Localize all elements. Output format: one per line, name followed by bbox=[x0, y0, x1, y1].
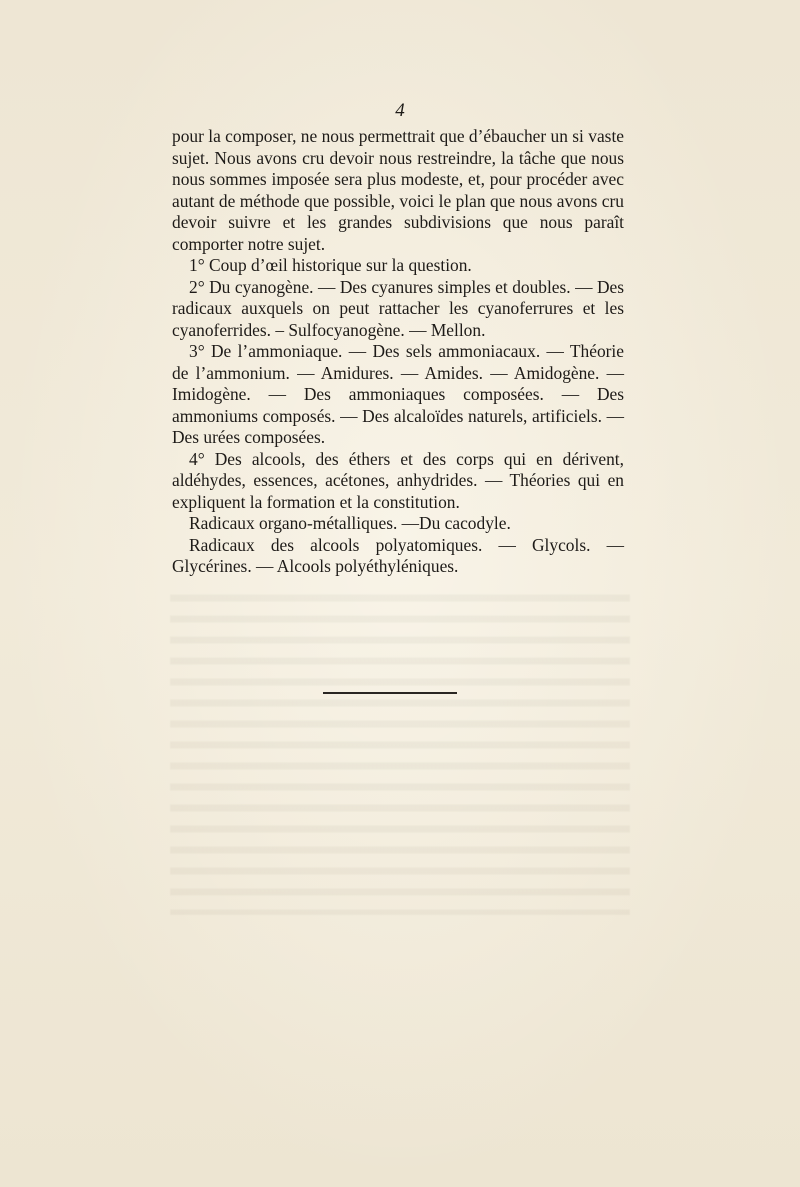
paragraph-outline-2: 2° Du cyanogène. — Des cyanures simples et doubles. — Des radicaux auxquels on peut rattacher les cyanoferrures et les cyanoferrides. – Sulfocyanogène. — Mellon. bbox=[172, 276, 624, 340]
section-divider-rule bbox=[323, 692, 457, 694]
paragraph-intro: pour la composer, ne nous permettrait que d’ébaucher un si vaste sujet. Nous avons cru devoir nous restreindre, la tâche que nous nous sommes imposée sera plus modeste, et, pour procéder avec autant de méthode que possible, voici le plan que nous avons cru devoir suivre et les grandes subdivisions que nous paraît comporter notre sujet. bbox=[172, 126, 624, 254]
paragraph-outline-4: 4° Des alcools, des éthers et des corps qui en dérivent, aldéhydes, essences, acétones, anhydrides. — Théories qui en expliquent la formation et la constitution. bbox=[172, 448, 624, 512]
page-number: 4 bbox=[395, 100, 405, 121]
paragraph-outline-3: 3° De l’ammoniaque. — Des sels ammoniacaux. — Théorie de l’ammonium. — Amidures. — Amides. — Amidogène. — Imidogène. — Des ammoniaques composées. — Des ammoniums composés. — Des alcaloïdes naturels, artificiels. — Des urées composées. bbox=[172, 341, 624, 447]
body-text bbox=[172, 126, 624, 578]
paragraph-organometallic: Radicaux organo-métalliques. —Du cacodyle. bbox=[189, 513, 511, 533]
show-through-bleed bbox=[170, 585, 630, 915]
paragraph-polyatomic: Radicaux des alcools polyatomiques. — Glycols. — Glycérines. — Alcools polyéthyléniques. bbox=[172, 534, 624, 576]
paragraph-outline-1: 1° Coup d’œil historique sur la question. bbox=[189, 255, 472, 275]
